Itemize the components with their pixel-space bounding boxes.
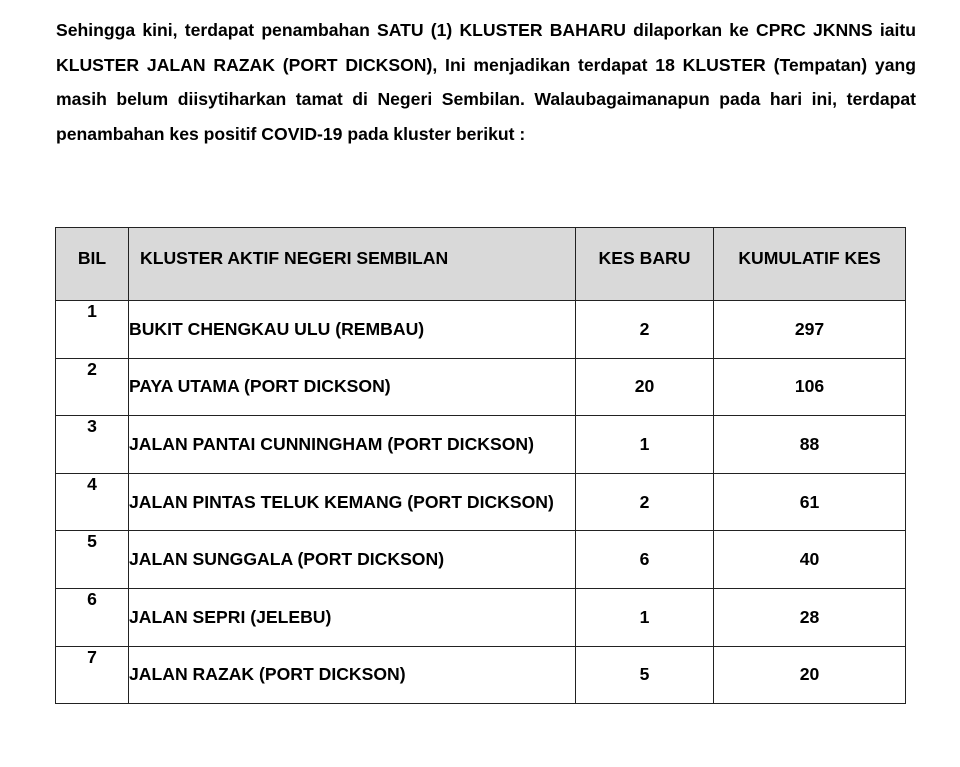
header-cluster: KLUSTER AKTIF NEGERI SEMBILAN xyxy=(129,228,576,301)
table-row xyxy=(56,358,906,416)
row-new-cases: 1 xyxy=(576,416,714,474)
intro-paragraph: Sehingga kini, terdapat penambahan SATU (1) KLUSTER BAHARU dilaporkan ke CPRC JKNNS iaitu KLUSTER JALAN RAZAK (PORT DICKSON), Ini menjadikan terdapat 18 KLUSTER (Tempatan) yang masih belum diisytiharkan tamat di Negeri Sembilan. Walaubagaimanapun pada hari ini, terdapat penambahan kes positif COVID-19 pada kluster berikut : xyxy=(56,20,916,144)
row-cumulative: 297 xyxy=(714,301,906,359)
table-row xyxy=(56,531,906,589)
row-new-cases: 2 xyxy=(576,473,714,531)
cluster-table xyxy=(55,227,906,704)
row-cluster-name: PAYA UTAMA (PORT DICKSON) xyxy=(129,358,576,416)
row-bil: 1 xyxy=(56,301,129,359)
row-new-cases: 1 xyxy=(576,588,714,646)
header-bil: BIL xyxy=(56,228,129,301)
row-cluster-name: JALAN PANTAI CUNNINGHAM (PORT DICKSON) xyxy=(129,416,576,474)
row-bil: 3 xyxy=(56,416,129,474)
row-bil: 2 xyxy=(56,358,129,416)
table-header-row xyxy=(56,228,906,301)
table-row xyxy=(56,416,906,474)
row-cluster-name: JALAN SUNGGALA (PORT DICKSON) xyxy=(129,531,576,589)
row-new-cases: 5 xyxy=(576,646,714,704)
row-cumulative: 28 xyxy=(714,588,906,646)
row-cumulative: 106 xyxy=(714,358,906,416)
row-bil: 4 xyxy=(56,473,129,531)
table-row xyxy=(56,588,906,646)
row-cumulative: 61 xyxy=(714,473,906,531)
row-cluster-name: JALAN PINTAS TELUK KEMANG (PORT DICKSON) xyxy=(129,473,576,531)
row-cluster-name: JALAN SEPRI (JELEBU) xyxy=(129,588,576,646)
row-bil: 6 xyxy=(56,588,129,646)
row-new-cases: 6 xyxy=(576,531,714,589)
row-new-cases: 2 xyxy=(576,301,714,359)
header-cumulative: KUMULATIF KES xyxy=(714,228,906,301)
row-bil: 5 xyxy=(56,531,129,589)
table-row xyxy=(56,646,906,704)
row-new-cases: 20 xyxy=(576,358,714,416)
table-row xyxy=(56,301,906,359)
row-cumulative: 20 xyxy=(714,646,906,704)
row-cluster-name: JALAN RAZAK (PORT DICKSON) xyxy=(129,646,576,704)
table-row xyxy=(56,473,906,531)
row-cluster-name: BUKIT CHENGKAU ULU (REMBAU) xyxy=(129,301,576,359)
row-bil: 7 xyxy=(56,646,129,704)
row-cumulative: 88 xyxy=(714,416,906,474)
row-cumulative: 40 xyxy=(714,531,906,589)
header-new-cases: KES BARU xyxy=(576,228,714,301)
